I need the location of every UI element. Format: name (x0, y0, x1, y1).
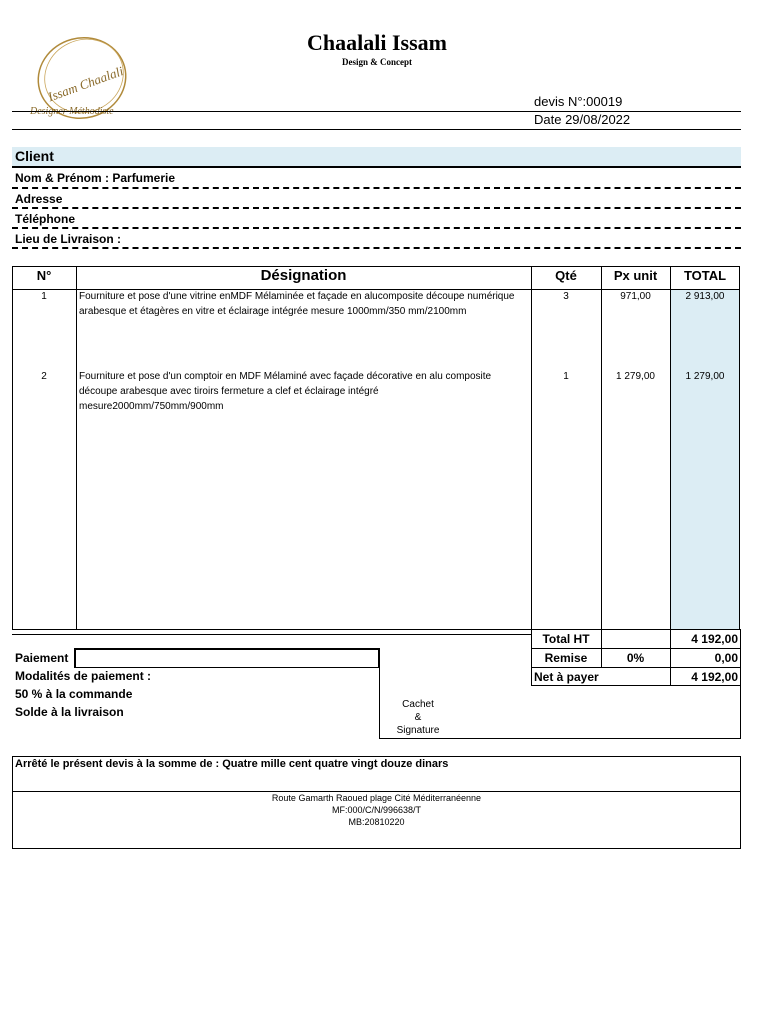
client-name: Nom & Prénom : Parfumerie (15, 171, 176, 185)
company-name: Chaalali Issam (307, 30, 447, 55)
row-2-total: 1 279,00 (685, 371, 725, 382)
items-table (12, 266, 740, 630)
header-qty: Qté (555, 268, 577, 283)
col-divider (531, 266, 532, 630)
stamp-label (386, 698, 450, 737)
payment-field[interactable] (74, 648, 380, 668)
client-delivery: Lieu de Livraison : (15, 232, 122, 246)
footer-mb: MB:20810220 (348, 817, 405, 827)
divider (12, 634, 531, 635)
client-phone: Téléphone (15, 212, 76, 226)
devis-date: Date 29/08/2022 (534, 112, 631, 127)
stamp-line-2: & (414, 712, 422, 723)
stamp-line-1: Cachet (402, 699, 434, 710)
footer-mf: MF:000/C/N/996638/T (331, 805, 422, 815)
remise-percent: 0% (626, 651, 645, 665)
col-divider (76, 266, 77, 630)
col-divider (670, 266, 671, 630)
row-2-designation: Fourniture et pose d'un comptoir en MDF Mélaminé avec façade décorative en alu composite découpe arabesque avec tiroirs fermeture a clef et éclairage intégré mesure2000mm/750mm/900mm (79, 371, 492, 412)
header-total: TOTAL (683, 268, 727, 283)
remise-label: Remise (544, 651, 588, 665)
divider (12, 111, 741, 112)
client-address: Adresse (15, 192, 63, 206)
payment-label: Paiement (15, 651, 69, 665)
footer-address: Route Gamarth Raoued plage Cité Méditerranéenne (271, 793, 482, 803)
dashed-divider (12, 207, 741, 209)
row-1-designation: Fourniture et pose d'une vitrine enMDF Mélaminée et façade en alucomposite découpe numérique arabesque et étagères en vitre et éclairage intégrée mesure 1000mm/350 mm/2100mm (79, 291, 515, 317)
stamp-line-3: Signature (396, 725, 440, 736)
divider (12, 129, 741, 130)
row-2-n: 2 (41, 371, 47, 382)
header-designation: Désignation (260, 267, 347, 284)
header-n: N° (36, 268, 52, 283)
net-value: 4 192,00 (691, 670, 738, 684)
row-2-qty: 1 (563, 371, 569, 382)
logo-tagline-text: Designer Méthodiste (30, 106, 114, 117)
summary-divider (531, 648, 741, 649)
devis-number: devis N°:00019 (534, 94, 623, 109)
dashed-divider (12, 187, 741, 189)
row-1-total: 2 913,00 (685, 291, 725, 302)
payment-line-1: 50 % à la commande (15, 687, 133, 701)
total-ht-label: Total HT (542, 632, 590, 646)
payment-modalities: Modalités de paiement : (15, 669, 152, 683)
payment-line-2: Solde à la livraison (15, 705, 124, 719)
company-subtitle: Design & Concept (342, 57, 412, 67)
dashed-divider (12, 227, 741, 229)
logo-script-text: Issam Chaalali (45, 63, 126, 105)
amount-in-words: Arrêté le présent devis à la somme de : Quatre mille cent quatre vingt douze dinars (15, 758, 449, 770)
header-unit-price: Px unit (613, 268, 658, 283)
net-label: Net à payer (534, 670, 599, 684)
row-1-unit: 971,00 (620, 291, 651, 302)
dashed-divider (12, 247, 741, 249)
footer-info (12, 792, 741, 828)
total-ht-value: 4 192,00 (691, 632, 738, 646)
client-heading: Client (15, 148, 54, 164)
row-1-qty: 3 (563, 291, 569, 302)
company-logo (14, 20, 134, 130)
client-heading-bar (12, 147, 741, 168)
row-2-unit: 1 279,00 (616, 371, 655, 382)
row-1-n: 1 (41, 291, 47, 302)
remise-value: 0,00 (714, 651, 738, 665)
col-divider (601, 266, 602, 630)
